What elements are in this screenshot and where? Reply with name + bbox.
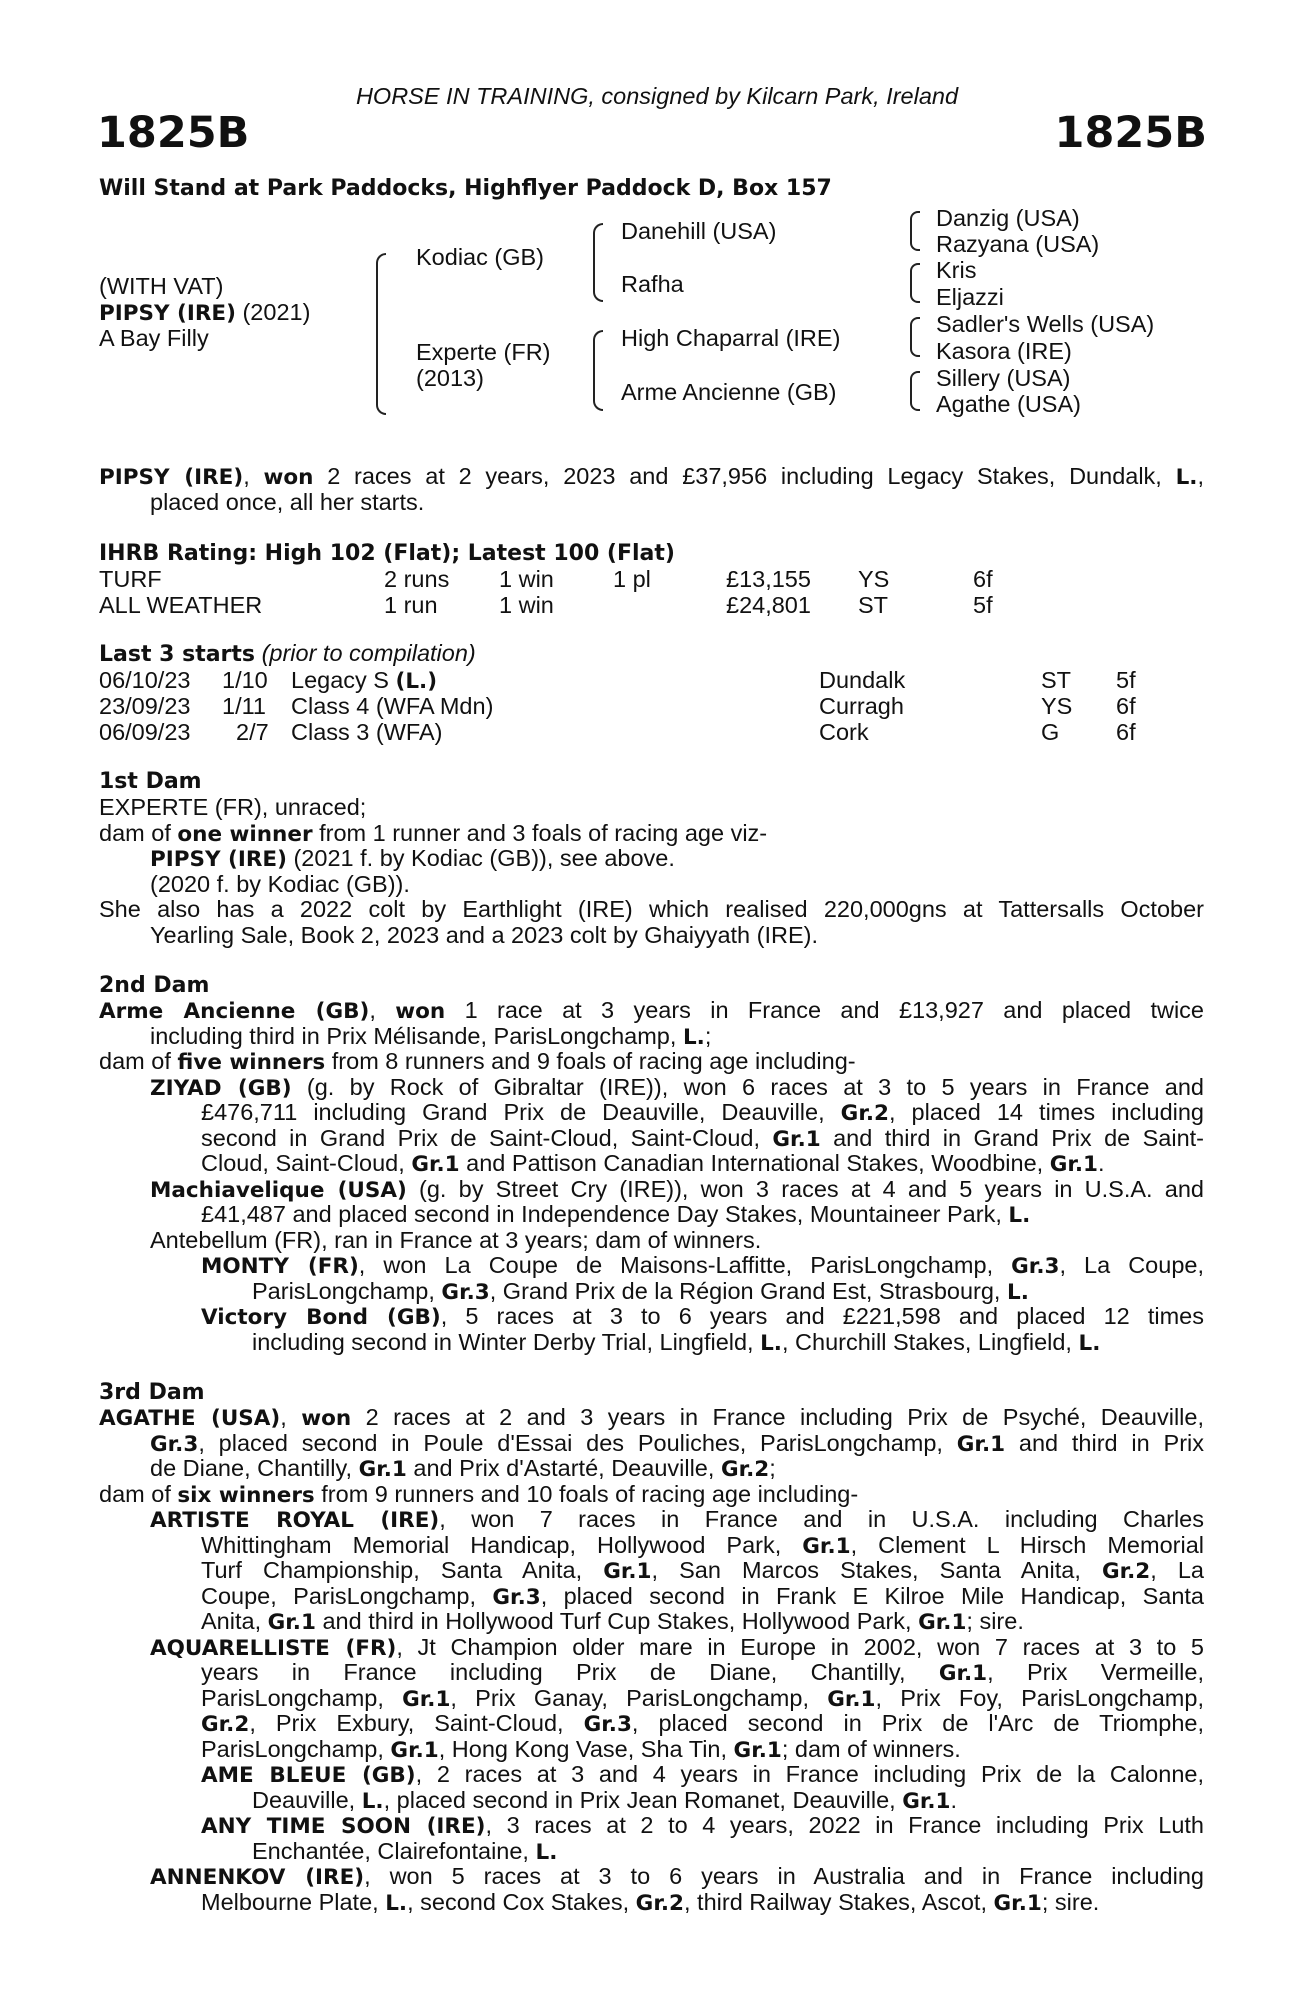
stand-location: Will Stand at Park Paddocks, Highflyer Paddock D, Box 157 <box>99 176 832 201</box>
ssd: Razyana (USA) <box>936 231 1100 257</box>
catalogue-subtitle: HORSE IN TRAINING, consigned by Kilcarn Park, Ireland <box>355 83 959 109</box>
sds: Kris <box>936 257 977 283</box>
bracket <box>593 223 603 302</box>
sire-sire: Danehill (USA) <box>621 218 777 244</box>
vat-note: (WITH VAT) <box>99 273 224 299</box>
bracket <box>593 330 603 411</box>
lot-number-right: 1825B <box>1054 108 1207 158</box>
race-summary: PIPSY (IRE), won 2 races at 2 years, 2023 and £37,956 including Legacy Stakes, Dundalk, L., placed once, all her starts. <box>99 464 1204 515</box>
bracket <box>376 253 386 415</box>
dss: Sadler's Wells (USA) <box>936 311 1155 337</box>
sss: Danzig (USA) <box>936 205 1080 231</box>
starts-heading: Last 3 starts (prior to compilation) <box>99 640 476 667</box>
dds: Sillery (USA) <box>936 365 1071 391</box>
bracket <box>910 263 920 303</box>
lot-number-left: 1825B <box>97 108 250 158</box>
sdd: Eljazzi <box>936 284 1004 310</box>
sire: Kodiac (GB) <box>416 244 544 270</box>
ddd: Agathe (USA) <box>936 391 1081 417</box>
dsd: Kasora (IRE) <box>936 338 1072 364</box>
first-dam-text: EXPERTE (FR), unraced; dam of one winner from 1 runner and 3 foals of racing age viz- PIPSY (IRE) (2021 f. by Kodiac (GB)), see above. (2020 f. by Kodiac (GB)). She also has a 2022 colt by Earthlight (IRE) which realised 220,000gns at Tattersalls October Yearling Sale, Book 2, 2023 and a 2023 colt by Ghaiyyath (IRE). <box>99 794 1204 948</box>
dam: Experte (FR) <box>416 339 551 365</box>
horse-name-line <box>99 300 310 327</box>
sire-dam: Rafha <box>621 271 684 297</box>
second-dam-heading: 2nd Dam <box>99 973 210 998</box>
second-dam-text: Arme Ancienne (GB), won 1 race at 3 years in France and £13,927 and placed twice including third in Prix Mélisande, ParisLongchamp, L.; dam of five winners from 8 runners and 9 foals of racing age including- ZIYAD (GB) (g. by Rock of Gibraltar (IRE)), won 6 races at 3 to 5 years in France and £476,711 including Grand Prix de Deauville, Deauville, Gr.2, placed 14 times including second in Grand Prix de Saint-Cloud, Saint-Cloud, Gr.1 and third in Grand Prix de Saint- Cloud, Saint-Cloud, Gr.1 and Pattison Canadian International Stakes, Woodbine, Gr.1. Machiavelique (USA) (g. by Street Cry (IRE)), won 3 races at 4 and 5 years in U.S.A. and £41,487 and placed second in Independence Day Stakes, Mountaineer Park, L. Antebellum (FR), ran in France at 3 years; dam of winners. MONTY (FR), won La Coupe de Maisons-Laffitte, ParisLongchamp, Gr.3, La Coupe, ParisLongchamp, Gr.3, Grand Prix de la Région Grand Est, Strasbourg, L. Victory Bond (GB), 5 races at 3 to 6 years and £221,598 and placed 12 times including second in Winter Derby Trial, Lingfield, L., Churchill Stakes, Lingfield, L. <box>99 998 1204 1356</box>
bracket <box>910 317 920 357</box>
dam-year: (2013) <box>416 365 484 391</box>
bracket <box>910 371 920 411</box>
dam-dam: Arme Ancienne (GB) <box>621 379 837 405</box>
horse-name: PIPSY (IRE) <box>99 301 236 326</box>
third-dam-heading: 3rd Dam <box>99 1380 205 1405</box>
rating-heading: IHRB Rating: High 102 (Flat); Latest 100 (Flat) <box>99 541 675 566</box>
third-dam-text: AGATHE (USA), won 2 races at 2 and 3 years in France including Prix de Psyché, Deauville, Gr.3, placed second in Poule d'Essai des Pouliches, ParisLongchamp, Gr.1 and third in Prix de Diane, Chantilly, Gr.1 and Prix d'Astarté, Deauville, Gr.2; dam of six winners from 9 runners and 10 foals of racing age including- ARTISTE ROYAL (IRE), won 7 races in France and in U.S.A. including Charles Whittingham Memorial Handicap, Hollywood Park, Gr.1, Clement L Hirsch Memorial Turf Championship, Santa Anita, Gr.1, San Marcos Stakes, Santa Anita, Gr.2, La Coupe, ParisLongchamp, Gr.3, placed second in Frank E Kilroe Mile Handicap, Santa Anita, Gr.1 and third in Hollywood Turf Cup Stakes, Hollywood Park, Gr.1; sire. AQUARELLISTE (FR), Jt Champion older mare in Europe in 2002, won 7 races at 3 to 5 years in France including Prix de Diane, Chantilly, Gr.1, Prix Vermeille, ParisLongchamp, Gr.1, Prix Ganay, ParisLongchamp, Gr.1, Prix Foy, ParisLongchamp, Gr.2, Prix Exbury, Saint-Cloud, Gr.3, placed second in Prix de l'Arc de Triomphe, ParisLongchamp, Gr.1, Hong Kong Vase, Sha Tin, Gr.1; dam of winners. AME BLEUE (GB), 2 races at 3 and 4 years in France including Prix de la Calonne, Deauville, L., placed second in Prix Jean Romanet, Deauville, Gr.1. ANY TIME SOON (IRE), 3 races at 2 to 4 years, 2022 in France including Prix Luth Enchantée, Clairefontaine, L. ANNENKOV (IRE), won 5 races at 3 to 6 years in Australia and in France including Melbourne Plate, L., second Cox Stakes, Gr.2, third Railway Stakes, Ascot, Gr.1; sire. <box>99 1405 1204 1916</box>
horse-year: (2021) <box>235 299 311 325</box>
first-dam-heading: 1st Dam <box>99 769 202 794</box>
dam-sire: High Chaparral (IRE) <box>621 325 841 351</box>
bracket <box>910 211 920 251</box>
horse-description: A Bay Filly <box>99 325 209 351</box>
